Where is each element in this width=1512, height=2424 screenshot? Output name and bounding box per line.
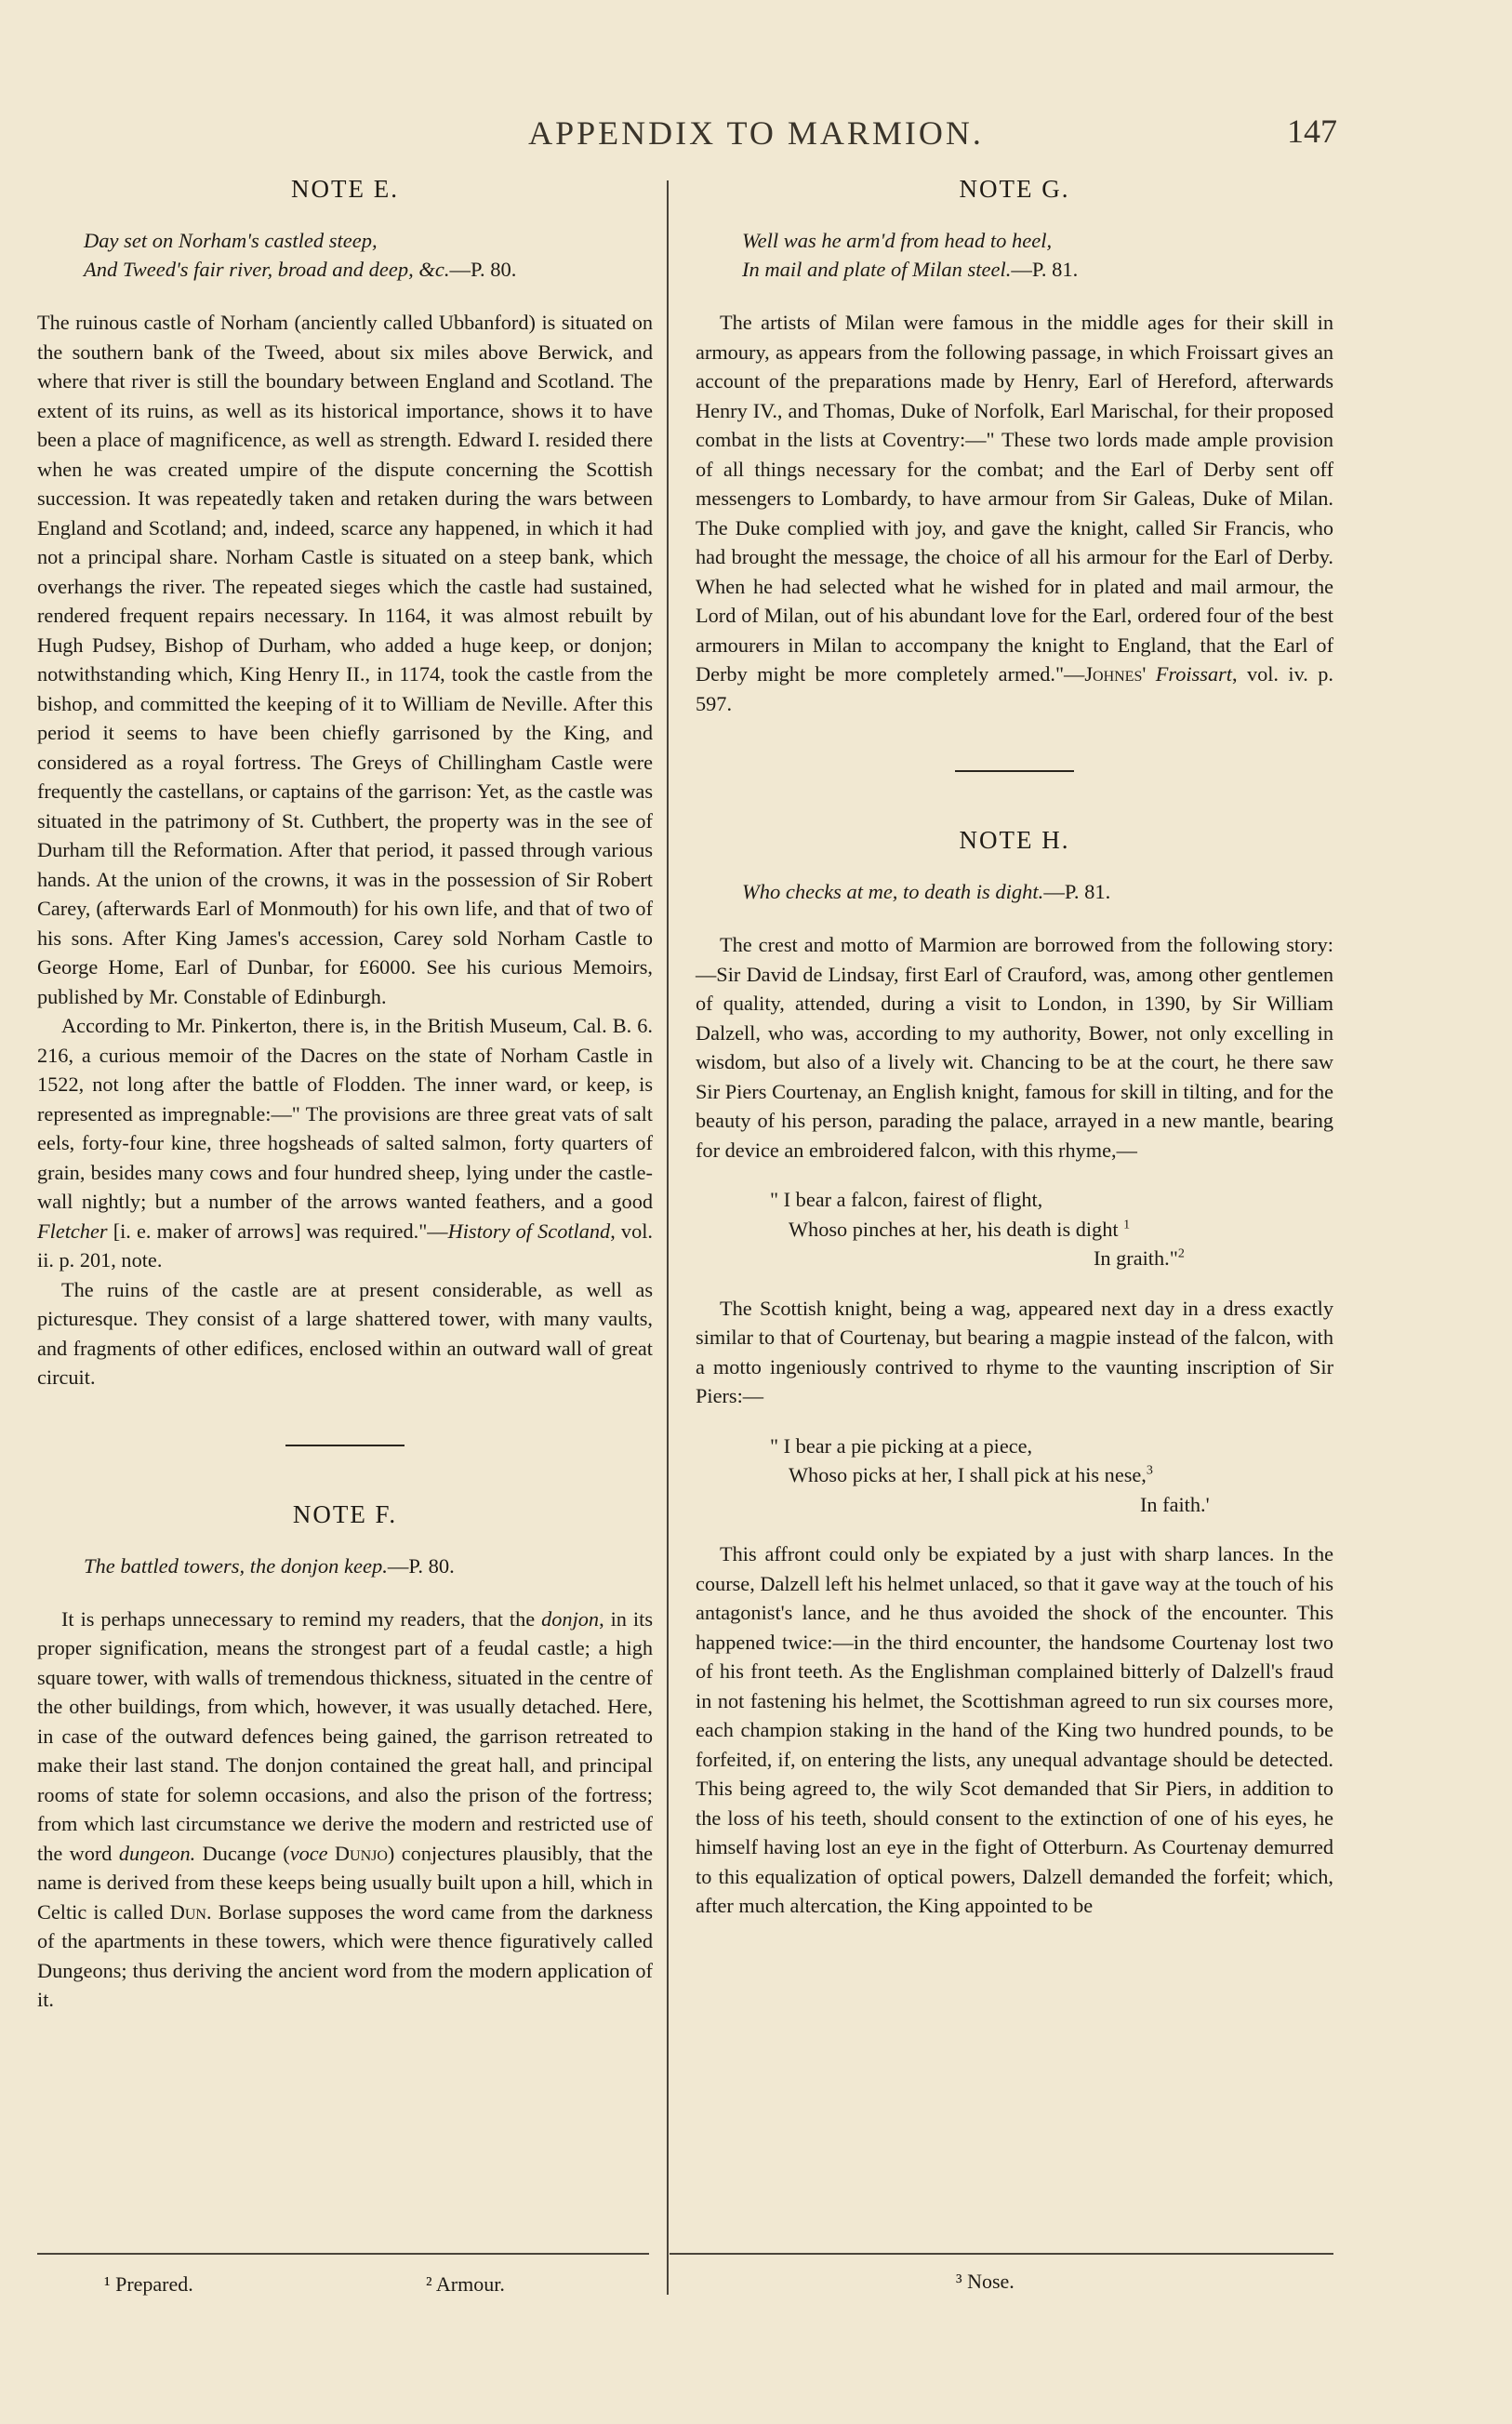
footnote-1: ¹ Prepared. bbox=[104, 2272, 193, 2296]
section-separator bbox=[285, 1445, 405, 1446]
page-number: 147 bbox=[1287, 113, 1337, 150]
note-h-epigraph bbox=[742, 877, 1333, 906]
running-head: APPENDIX TO MARMION. bbox=[528, 114, 984, 152]
column-divider bbox=[667, 180, 669, 2295]
note-h-epigraph-line1: Who checks at me, to death is dight. bbox=[742, 880, 1044, 903]
note-e-epigraph bbox=[84, 226, 653, 284]
footnote-2: ² Armour. bbox=[426, 2272, 505, 2296]
note-h-paragraph-3: This affront could only be expiated by a just with sharp lances. In the course, Dalzell left his helmet unlaced, so that it gave way at the touch of his antagonist's lance, and he thus avoided the shock of the encounter. This happened twice:—in the third encounter, the handsome Courtenay lost two of his front teeth. As the Englishman complained bitterly of Dalzell's fraud in not fastening his helmet, the Scottishman agreed to run six courses more, each champion staking in the hand of the King two hundred pounds, to be forfeited, if, on entering the lists, any unequal advantage should be detected. This being agreed to, the wily Scot demanded that Sir Piers, in addition to the loss of his teeth, should consent to the extinction of one of his eyes, he himself having lost an eye in the fight of Otterburn. As Courtenay demurred to this equalization of optical powers, Dalzell demanded the forfeit; which, after much altercation, the King appointed to be bbox=[696, 1542, 1333, 1917]
note-e-paragraph-3: The ruins of the castle are at present considerable, as well as picturesque. They consist of a large shattered tower, with many vaults, and fragments of other edifices, enclosed within an outward wall of great circuit. bbox=[37, 1277, 653, 1389]
note-f-title: NOTE F. bbox=[292, 1499, 398, 1528]
note-g-epigraph-line2: In mail and plate of Milan steel. bbox=[742, 258, 1012, 281]
footnote-rule-right bbox=[670, 2253, 1333, 2255]
note-e-epigraph-line1: Day set on Norham's castled steep, bbox=[84, 229, 378, 252]
note-e-title: NOTE E. bbox=[291, 175, 399, 203]
left-column bbox=[37, 175, 653, 2015]
note-f-paragraph: It is perhaps unnecessary to remind my readers, that the donjon, in its proper signification, means the strongest part of a feudal castle; a high square tower, with walls of tremendous thickness, situated in the centre of the other buildings, from which, however, it was usually detached. Here, in case of the outward defences being gained, the garrison retreated to make their last stand. The donjon contained the great hall, and principal rooms of state for solemn occasions, and also the prison of the fortress; from which last circumstance we derive the modern and restricted use of the word dungeon. Ducange (voce Dunjo) conjectures plausibly, that the name is derived from these keeps being usually built upon a hill, which in Celtic is called Dun. Borlase supposes the word came from the darkness of the apartments in these towers, which were thence figuratively called Dungeons; thus deriving the ancient word from the modern application of it. bbox=[37, 1606, 653, 2011]
footnote-3: ³ Nose. bbox=[956, 2270, 1015, 2293]
note-f-epigraph-ref: —P. 80. bbox=[387, 1553, 455, 1578]
note-f-epigraph bbox=[84, 1552, 653, 1580]
note-g-epigraph-ref: —P. 81. bbox=[1011, 258, 1079, 281]
note-e-paragraph-2: According to Mr. Pinkerton, there is, in the British Museum, Cal. B. 6. 216, a curious memoir of the Dacres on the state of Norham Castle in 1522, not long after the battle of Flodden. The inner ward, or keep, is represented as impregnable:—" The provisions are three great vats of salt eels, forty-four kine, three hogsheads of salted salmon, forty quarters of grain, besides many cows and four hundred sheep, lying under the castle-wall nightly; but a number of the arrows wanted feathers, and a good Fletcher [i. e. maker of arrows] was required."—History of Scotland, vol. ii. p. 201, note. bbox=[37, 1014, 653, 1272]
note-g-paragraph: The artists of Milan were famous in the middle ages for their skill in armoury, as appears from the following passage, in which Froissart gives an account of the preparations made by Henry, Earl of Hereford, afterwards Henry IV., and Thomas, Duke of Norfolk, Earl Marischal, for their proposed combat in the lists at Coventry:—" These two lords made ample provision of all things necessary for the combat; and the Earl of Derby sent off messengers to Lombardy, to have armour from Sir Galeas, Duke of Milan. The Duke complied with joy, and gave the knight, called Sir Francis, who had brought the message, the choice of all his armour for the Earl of Derby. When he had selected what he wished for in plated and mail armour, the Lord of Milan, out of his abundant love for the Earl, ordered four of the best armourers in Milan to accompany the knight to England, that the Earl of Derby might be more completely armed."—Johnes' Froissart, vol. iv. p. 597. bbox=[696, 311, 1333, 715]
right-column bbox=[696, 175, 1333, 1921]
note-e-epigraph-ref: —P. 80. bbox=[449, 258, 517, 281]
magpie-verse: " I bear a pie picking at a piece, Whoso picks at her, I shall pick at his nese,$^3$ In faith.' bbox=[770, 1433, 1210, 1516]
footnotes-left bbox=[104, 2272, 625, 2297]
note-g-title: NOTE G. bbox=[959, 175, 1070, 203]
note-g-epigraph-line1: Well was he arm'd from head to heel, bbox=[742, 229, 1053, 252]
note-h-paragraph-2: The Scottish knight, being a wag, appeared next day in a dress exactly similar to that of Courtenay, but bearing a magpie instead of the falcon, with a motto ingeniously contrived to rhyme to the vaunting inscription of Sir Piers:— bbox=[696, 1296, 1333, 1407]
note-e-epigraph-line2: And Tweed's fair river, broad and deep, &c. bbox=[84, 258, 450, 281]
section-separator bbox=[955, 770, 1074, 772]
note-g-epigraph bbox=[742, 226, 1333, 284]
falcon-verse: " I bear a falcon, fairest of flight, Whoso pinches at her, his death is dight $^1$ In graith."$^2$ bbox=[770, 1188, 1185, 1270]
note-f-epigraph-line1: The battled towers, the donjon keep. bbox=[84, 1553, 388, 1578]
note-h-title: NOTE H. bbox=[959, 826, 1070, 854]
note-h-epigraph-ref: —P. 81. bbox=[1043, 880, 1111, 903]
footnote-rule-left bbox=[37, 2253, 649, 2255]
note-h-paragraph-1: The crest and motto of Marmion are borrowed from the following story:—Sir David de Lindsay, first Earl of Crauford, was, among other gentlemen of quality, attended, during a visit to London, in 1390, by Sir William Dalzell, who was, according to my authority, Bower, not only excelling in wisdom, but also of a lively wit. Chancing to be at the court, he there saw Sir Piers Courtenay, an English knight, famous for skill in tilting, and for the beauty of his person, parading the palace, arrayed in a new mantle, bearing for device an embroidered falcon, with this rhyme,— bbox=[696, 933, 1333, 1162]
note-e-paragraph-1: The ruinous castle of Norham (anciently called Ubbanford) is situated on the southern bank of the Tweed, about six miles above Berwick, and where that river is still the boundary between England and Scotland. The extent of its ruins, as well as its historical importance, shows it to have been a place of magnificence, as well as strength. Edward I. resided there when he was created umpire of the dispute concerning the Scottish succession. It was repeatedly taken and retaken during the wars between England and Scotland; and, indeed, scarce any happened, in which it had not a principal share. Norham Castle is situated on a steep bank, which overhangs the river. The repeated sieges which the castle had sustained, rendered frequent repairs necessary. In 1164, it was almost rebuilt by Hugh Pudsey, Bishop of Durham, who added a huge keep, or donjon; notwithstanding which, King Henry II., in 1174, took the castle from the bishop, and committed the keeping of it to William de Neville. After this period it seems to have been chiefly garrisoned by the King, and considered as a royal fortress. The Greys of Chillingham Castle were frequently the castellans, or captains of the garrison: Yet, as the castle was situated in the patrimony of St. Cuthbert, the property was in the see of Durham till the Reformation. After that period, it passed through various hands. At the union of the crowns, it was in the possession of Sir Robert Carey, (afterwards Earl of Monmouth) for his own life, and that of two of his sons. After King James's accession, Carey sold Norham Castle to George Home, Earl of Dunbar, for £6000. See his curious Memoirs, published by Mr. Constable of Edinburgh. bbox=[37, 311, 653, 1008]
